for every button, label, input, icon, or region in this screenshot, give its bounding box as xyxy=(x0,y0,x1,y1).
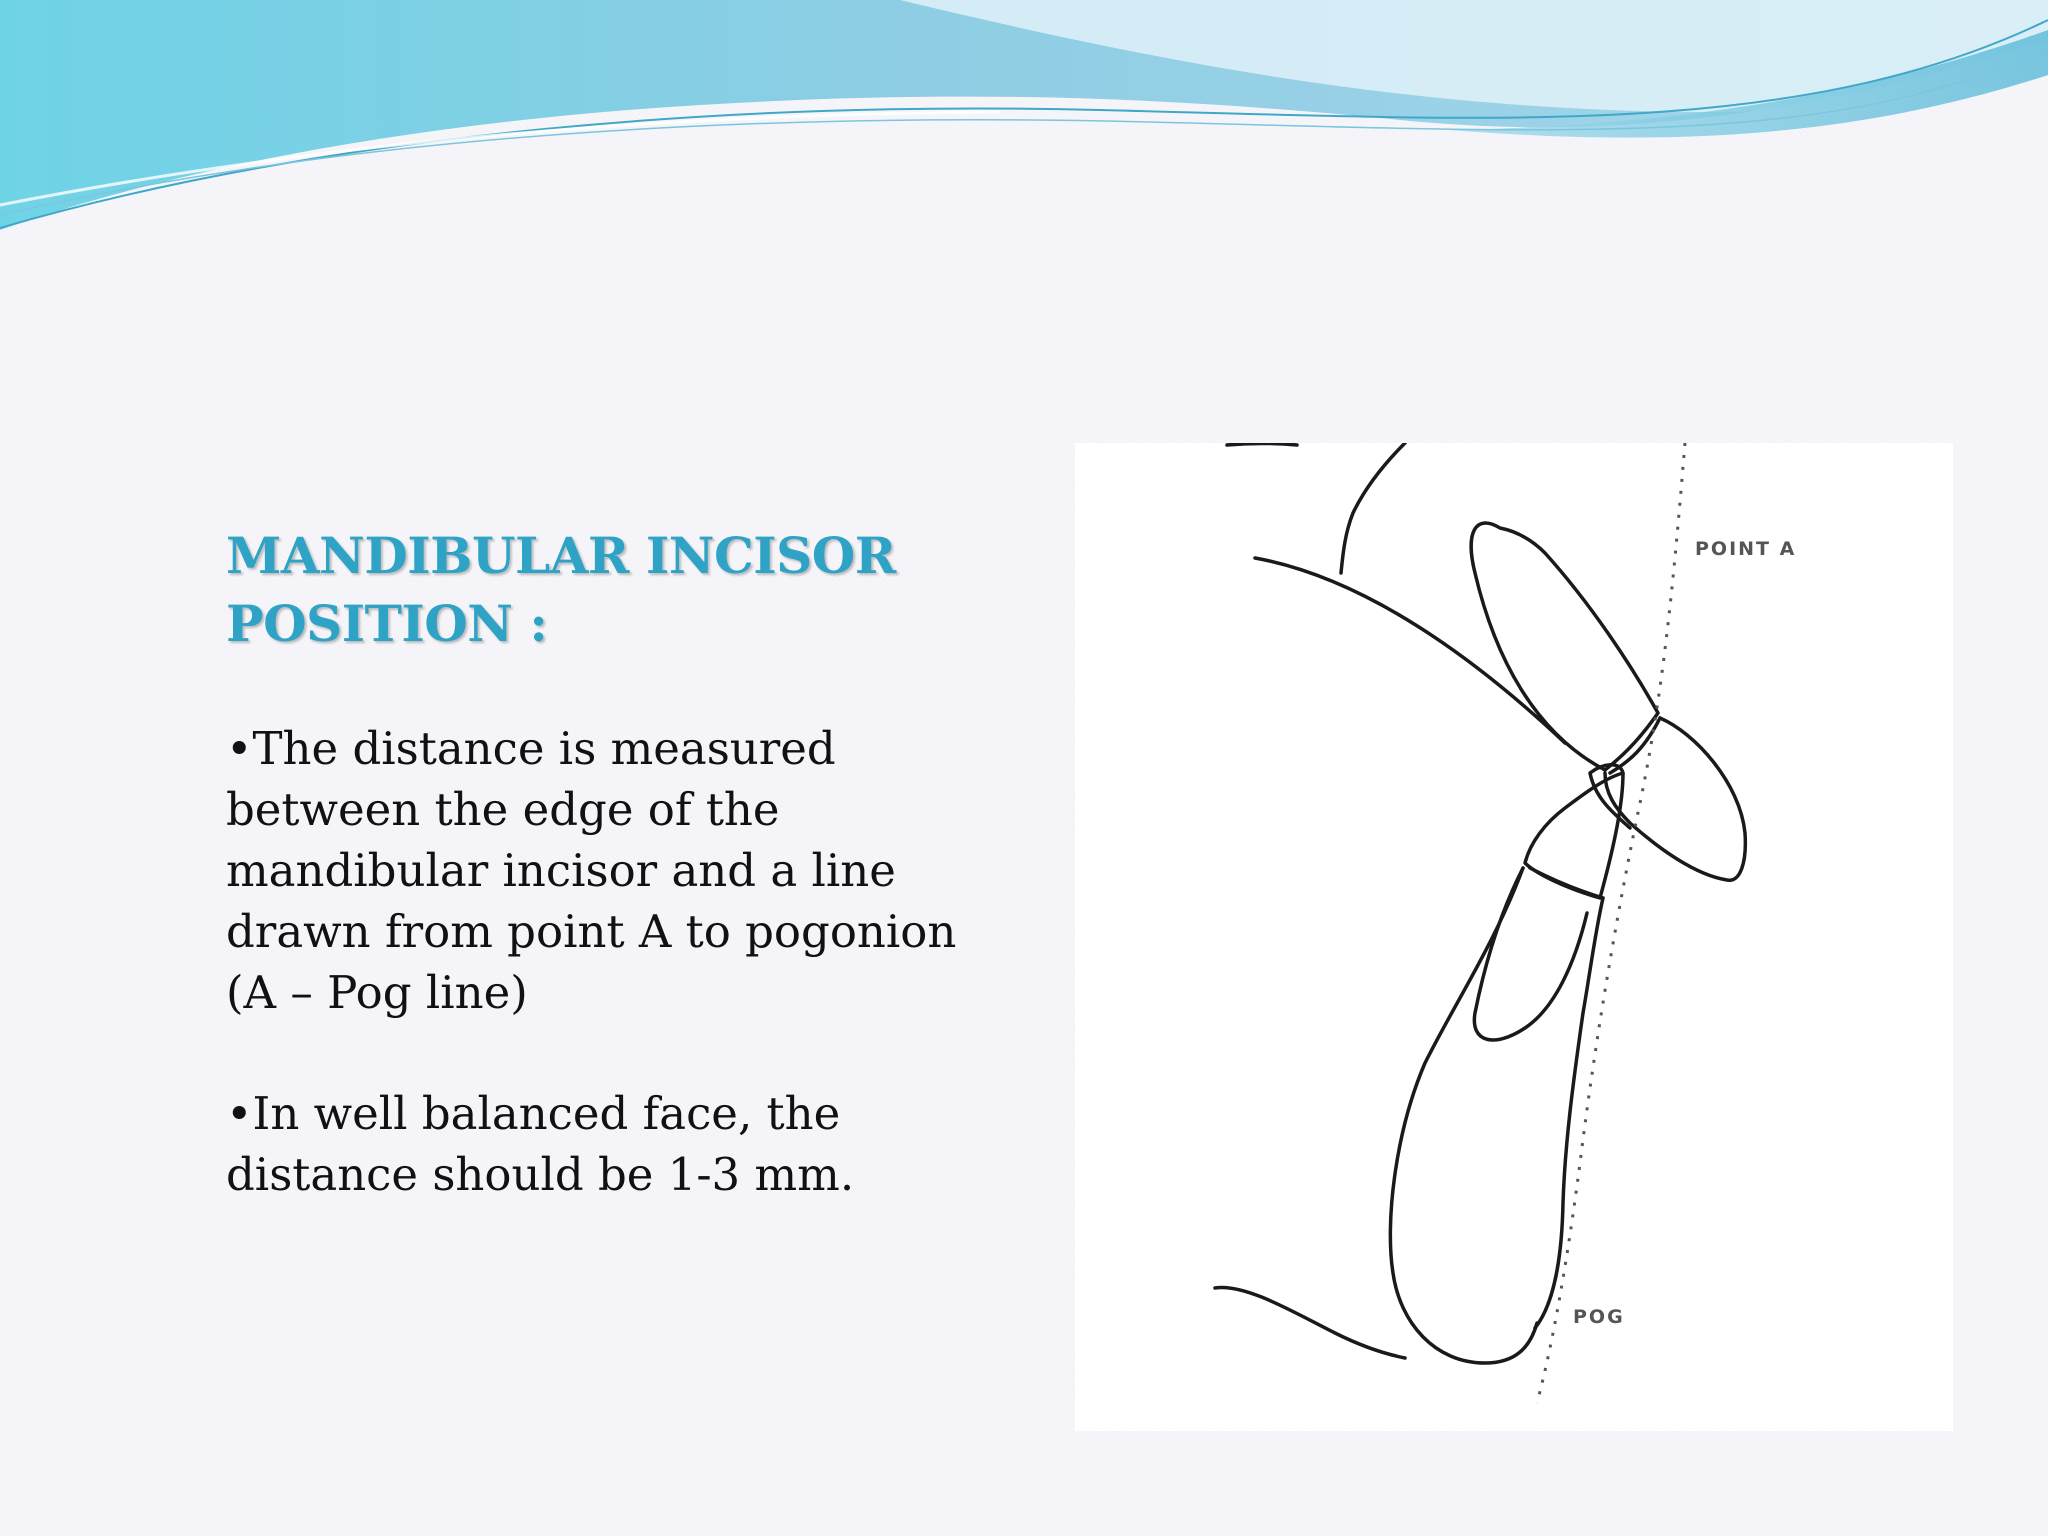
bullet-item-measurement: •The distance is measured between the edge of the mandibular incisor and a line drawn from point A to pogonion (A – Pog line) xyxy=(226,722,957,1019)
upper-incisor-outline xyxy=(1471,523,1658,770)
slide-title xyxy=(226,522,946,658)
lower-incisor-cej xyxy=(1530,868,1603,898)
header-wave-decoration xyxy=(0,0,2048,240)
bullet-item-normal-distance: •In well balanced face, the distance should be 1-3 mm. xyxy=(226,1087,855,1201)
lower-incisor-root xyxy=(1474,868,1587,1040)
upper-profile-outline xyxy=(1341,443,1405,573)
nose-outline xyxy=(1227,444,1297,446)
palatal-curve xyxy=(1255,558,1565,743)
cephalometric-diagram xyxy=(1075,443,1953,1431)
label-point-a: POINT A xyxy=(1695,538,1797,560)
symphysis-outline xyxy=(1390,868,1537,1363)
upper-incisor-root xyxy=(1605,718,1745,880)
diagram-drawing xyxy=(1075,443,1953,1431)
slide-title-line-1: MANDIBULAR INCISOR xyxy=(226,526,896,585)
lower-profile-outline xyxy=(1535,898,1603,1328)
label-pog: POG xyxy=(1573,1306,1625,1328)
slide-title-line-2: POSITION : xyxy=(226,594,548,653)
bullet-list xyxy=(226,718,1016,1265)
chin-soft-tissue xyxy=(1215,1287,1405,1358)
